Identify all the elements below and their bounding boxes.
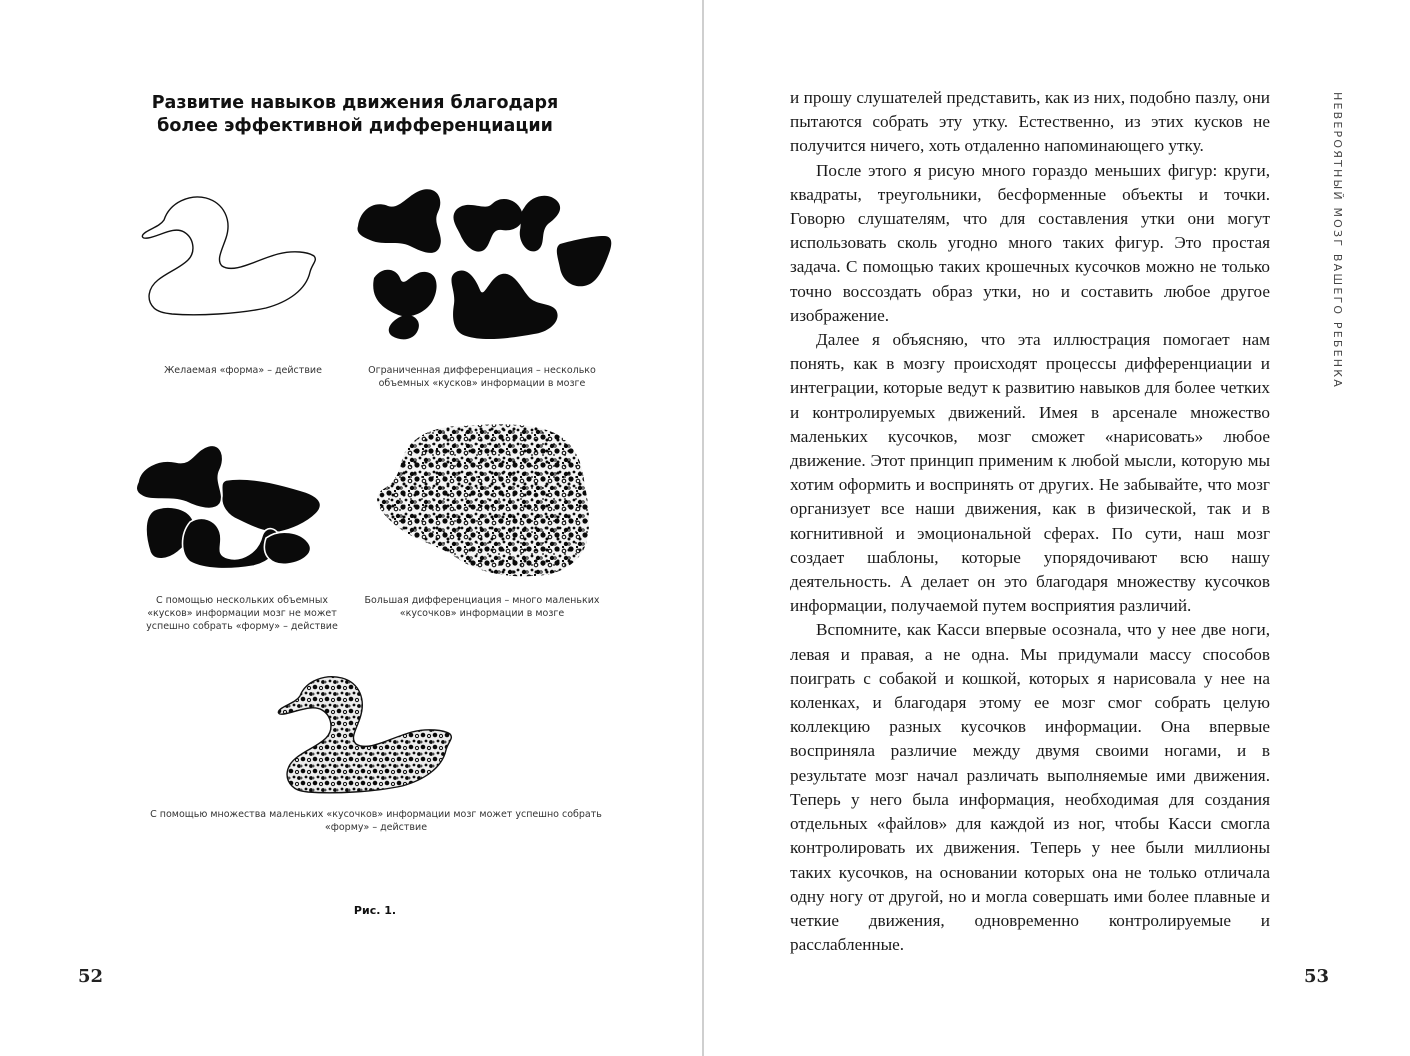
figure-label: Рис. 1. [353,904,397,917]
caption-greater-differentiation: Большая дифференциация – много маленьких «кусочков» информации в мозге [364,595,600,619]
paragraph-2: После этого я рисую много гораздо меньших фигур: круги, квадраты, треугольники, бесформенные объекты и точки. Говорю слушателям, что для составления утки они могут использовать сколь угодно много таких фигур. Это простая задача. С помощью таких крошечных кусочков можно не только точно воссоздать образ утки, но и составить любое другое изображение. [790,160,1270,325]
duck-outline-figure [138,190,323,320]
page-number-left: 52 [78,966,104,987]
paragraph-4: Вспомните, как Касси впервые осознала, что у нее две ноги, левая и правая, а не одна. Мы придумали массу способов поиграть с собакой и кошкой, которых я нарисовала у нее на коленках, и благодаря этому ее мозг смог собрать целую коллекцию разных кусочков информации. Она впервые восприняла различие между двумя своими ногами, и в результате мозг начал различать выполняемые ими движения. Теперь у него была информация, необходимая для создания отдельных «файлов» для каждой из ног, чтобы Касси смогла контролировать их движения. Теперь у нее были миллионы таких кусочков, на основании которых она не только отличала одну ногу от другой, но и могла совершать ими более плавные и четкие движения, одновременно контролируемые и расслабленные. [790,620,1270,955]
left-page [0,0,702,1056]
caption-many-pieces: С помощью множества маленьких «кусочков» информации мозг может успешно собрать «форму» – действие [150,809,602,833]
assembled-duck-figure [276,672,458,798]
large-chunks-figure [352,186,614,346]
caption-few-chunks: С помощью нескольких объемных «кусков» информации мозг не может успешно собрать «форму» – действие [146,595,338,632]
many-pieces-blob-figure [372,420,594,582]
caption-desired-form: Желаемая «форма» – действие [164,365,322,376]
right-page [704,0,1410,1056]
running-head: НЕВЕРОЯТНЫЙ МОЗГ ВАШЕГО РЕБЕНКА [1331,92,1344,390]
caption-limited-differentiation: Ограниченная дифференциация – несколько объемных «кусков» информации в мозге [368,365,596,389]
figure-title: Развитие навыков движения благодаря более эффективной дифференциации [151,93,559,136]
few-chunks-duck-figure [130,440,330,570]
page-number-right: 53 [1304,966,1330,987]
paragraph-1: и прошу слушателей представить, как из них, подобно пазлу, они пытаются собрать эту утку. Естественно, из этих кусков не получится ничего, хоть отдаленно напоминающего утку. [790,88,1270,156]
body-text [790,86,1270,957]
paragraph-3: Далее я объясняю, что эта иллюстрация помогает нам понять, как в мозгу происходят процессы дифференциации и интеграции, которые ведут к развитию навыков для более четких и контролируемых движений. Имея в арсенале множество маленьких кусочков, мозг сможет «нарисовать» любое движение. Этот принцип применим к любой мысли, которую мы хотим оформить и воспринять от других. Не забывайте, что мозг организует все наши движения, как в физической, так и в когнитивной и эмоциональной сферах. По сути, наш мозг создает шаблоны, которые упорядочивают всю нашу деятельность. А делает он это благодаря множеству кусочков информации, получаемой путем восприятия различий. [790,330,1270,616]
